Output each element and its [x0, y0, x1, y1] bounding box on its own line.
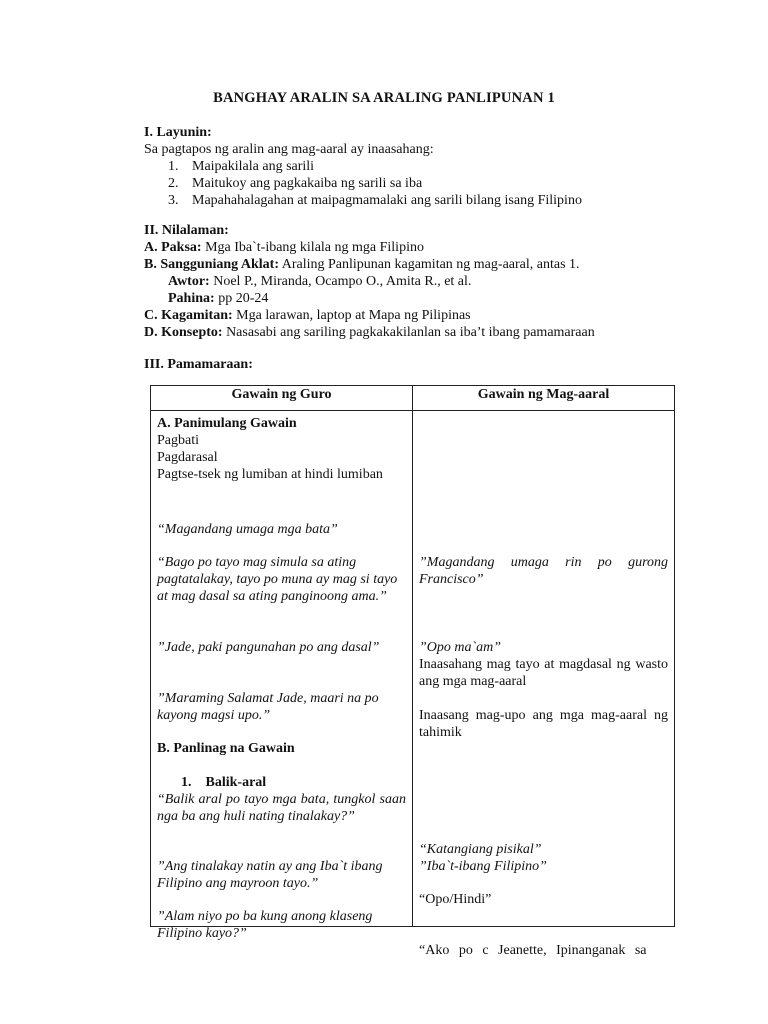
- panimula-item: Pagbati: [157, 433, 199, 448]
- document-title: BANGHAY ARALIN SA ARALING PANLIPUNAN 1: [213, 90, 555, 106]
- teacher-greeting: “Magandang umaga mga bata”: [157, 522, 338, 537]
- teacher-review-question: “Balik aral po tayo mga bata, tungkol saan nga ba ang huli nating tinalakay?”: [157, 792, 406, 824]
- paksa-line: [144, 239, 684, 256]
- konsepto-value: Nasasabi ang sariling pagkakakilanlan sa iba’t ibang pamamaraan: [222, 325, 595, 340]
- awtor-line: [144, 273, 684, 290]
- teacher-activity-cell: [151, 411, 413, 941]
- section-pamamaraan: [144, 356, 684, 373]
- awtor-label: Awtor:: [168, 274, 210, 289]
- konsepto-label: D. Konsepto:: [144, 325, 223, 340]
- pahina-line: [144, 290, 684, 307]
- table-header-row: [151, 386, 675, 411]
- objectives-intro: Sa pagtapos ng aralin ang mag-aaral ay inaasahang:: [144, 142, 434, 157]
- student-activity-cell: [413, 411, 675, 958]
- panimula-block: [157, 415, 406, 483]
- panimula-heading: A. Panimulang Gawain: [157, 416, 297, 431]
- panimula-item: Pagdarasal: [157, 450, 218, 465]
- teacher-filipino-question: ”Alam niyo po ba kung anong klaseng Filipino kayo?”: [157, 909, 373, 941]
- student-greeting: ”Magandang umaga rin po gurong Francisco”: [419, 555, 668, 587]
- student-answer-opo-hindi: “Opo/Hindi”: [419, 892, 492, 907]
- awtor-value: Noel P., Miranda, Ocampo O., Amita R., et al.: [209, 274, 472, 289]
- aklat-value: Araling Panlipunan kagamitan ng mag-aaral, antas 1.: [279, 257, 580, 272]
- student-sit-expectation: Inaasang mag-upo ang mga mag-aaral ng tahimik: [419, 708, 668, 740]
- student-answer-filipino: ”Iba`t-ibang Filipino”: [419, 859, 547, 874]
- section-layunin: [144, 124, 684, 209]
- teacher-thanks: ”Maraming Salamat Jade, maari na po kayong magsi upo.”: [157, 691, 379, 723]
- column-header-guro: Gawain ng Guro: [151, 386, 413, 411]
- teacher-prayer-intro: “Bago po tayo mag simula sa ating pagtatalakay, tayo po muna ay mag si tayo at mag dasal sa ating panginoong ama.”: [157, 555, 398, 604]
- section-nilalaman: [144, 222, 684, 341]
- pahina-label: Pahina:: [168, 291, 215, 306]
- kagamitan-value: Mga larawan, laptop at Mapa ng Pilipinas: [232, 308, 471, 323]
- kagamitan-label: C. Kagamitan:: [144, 308, 233, 323]
- pahina-value: pp 20-24: [214, 291, 269, 306]
- section-heading-layunin: I. Layunin:: [144, 125, 212, 140]
- student-prayer-expectation: Inaasahang mag tayo at magdasal ng wasto ang mga mag-aaral: [419, 657, 668, 689]
- paksa-label: A. Paksa:: [144, 240, 202, 255]
- panlinang-heading: B. Panlinag na Gawain: [157, 741, 295, 756]
- aklat-label: B. Sangguniang Aklat:: [144, 257, 279, 272]
- list-item: 1. Maipakilala ang sarili: [168, 159, 315, 174]
- teacher-review-topic: ”Ang tinalakay natin ay ang Iba`t ibang Filipino ang mayroon tayo.”: [157, 859, 383, 891]
- list-item: 2. Maitukoy ang pagkakaiba ng sarili sa iba: [168, 176, 423, 191]
- aklat-line: [144, 256, 684, 273]
- panimula-item: Pagtse-tsek ng lumiban at hindi lumiban: [157, 467, 383, 482]
- column-header-mag-aaral: Gawain ng Mag-aaral: [413, 386, 675, 411]
- student-opo: ”Opo ma`am”: [419, 640, 502, 655]
- objectives-list: [144, 158, 684, 209]
- konsepto-line: [144, 324, 684, 341]
- kagamitan-line: [144, 307, 684, 324]
- section-heading-nilalaman: II. Nilalaman:: [144, 223, 229, 238]
- procedure-table: [150, 385, 675, 958]
- section-heading-pamamaraan: III. Pamamaraan:: [144, 357, 253, 372]
- list-item: 3. Mapahahalagahan at maipagmamalaki ang sarili bilang isang Filipino: [168, 193, 582, 208]
- student-introduction: “Ako po c Jeanette, Ipinanganak sa: [419, 943, 647, 958]
- student-answer-pisikal: “Katangiang pisikal”: [419, 842, 542, 857]
- teacher-prayer-request: ”Jade, paki pangunahan po ang dasal”: [157, 640, 380, 655]
- paksa-value: Mga Iba`t-ibang kilala ng mga Filipino: [201, 240, 424, 255]
- balik-aral-heading: 1. Balik-aral: [181, 775, 267, 790]
- table-row: [151, 411, 675, 927]
